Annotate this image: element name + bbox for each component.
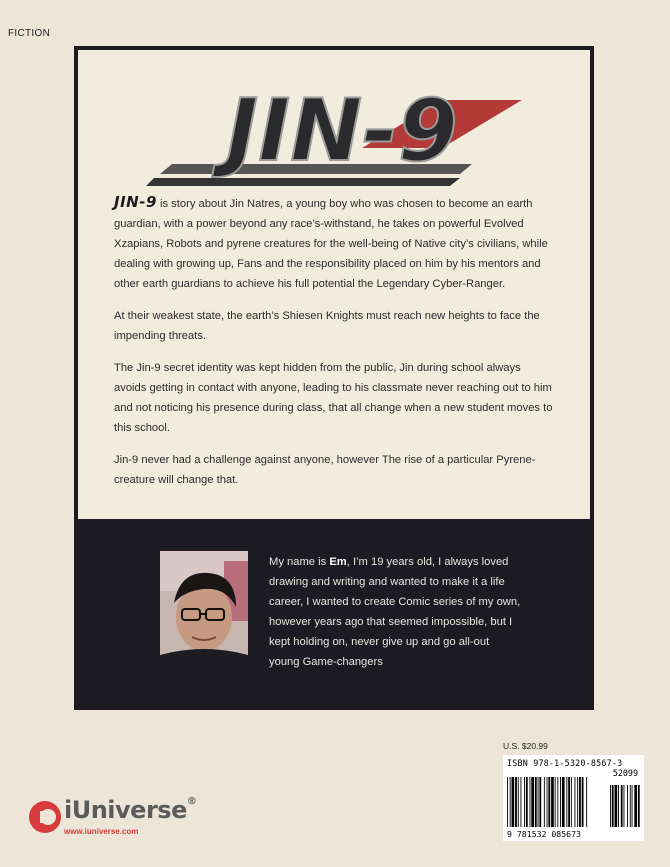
barcode-addon-bar xyxy=(621,785,623,827)
publisher-swirl-icon xyxy=(28,796,68,838)
barcode-bar xyxy=(531,777,534,827)
barcode-addon-bar xyxy=(610,785,611,827)
barcode-bar xyxy=(539,777,541,827)
author-bio xyxy=(269,552,521,672)
barcode-addon-bar xyxy=(634,785,637,827)
blurb-area xyxy=(78,50,590,519)
barcode-bar xyxy=(557,777,558,827)
barcode-bar xyxy=(571,777,572,827)
registered-mark: ® xyxy=(186,796,197,807)
barcode-bar xyxy=(535,777,537,827)
publisher-logo xyxy=(28,796,198,846)
publisher-name xyxy=(64,796,196,824)
barcode-bar xyxy=(510,777,511,827)
back-cover-panel xyxy=(74,46,594,710)
barcode-bar xyxy=(544,777,545,827)
barcode-bar xyxy=(560,777,561,827)
barcode-bar xyxy=(586,777,587,827)
barcode-addon-bar xyxy=(632,785,633,827)
bio-text: , I’m 19 years old, I always loved drawing and writing and wanted to make it a life career, I wanted to create Comic series of my own, however years ago that seemed impossible, but I kept holding on, never give up and go all-out young Game-changers xyxy=(269,556,521,668)
barcode-number: 9 781532 085673 xyxy=(507,829,581,839)
barcode-addon-bar xyxy=(627,785,628,827)
title-logo xyxy=(142,78,532,198)
barcode-bar xyxy=(566,777,567,827)
barcode-bar xyxy=(577,777,578,827)
barcode-bar xyxy=(530,777,531,827)
barcode-bar xyxy=(582,777,584,827)
barcode-addon-bar xyxy=(638,785,640,827)
inline-title: JIN-9 xyxy=(114,193,157,211)
genre-label: FICTION xyxy=(8,28,51,39)
barcode-addon-bar xyxy=(630,785,631,827)
price-label: U.S. $20.99 xyxy=(503,741,548,751)
publisher-name-text: iUniverse xyxy=(64,796,187,824)
bio-prefix: My name is xyxy=(269,556,330,568)
barcode-addon-bar xyxy=(618,785,619,827)
barcode-bar xyxy=(555,777,556,827)
barcode-bar xyxy=(579,777,581,827)
barcode-bar xyxy=(518,777,519,827)
author-photo xyxy=(160,551,248,673)
price-code: 52099 xyxy=(612,768,638,778)
barcode-bar xyxy=(521,777,522,827)
title-logo-text: JIN-9 xyxy=(226,81,458,181)
blurb-p1-text: is story about Jin Natres, a young boy who was chosen to become an earth guardian, with a power beyond any race’s-withstand, he takes on powerful Evolved Xzapians, Robots and pyrene creatures for the well-being of Native city’s civilians, while dealing with growing up, Fans and the responsibility placed on him by his mentors and other earth guardians to achieve his full potential the Legendary Cyber-Ranger. xyxy=(114,198,548,290)
barcode-bar xyxy=(538,777,539,827)
barcode-addon-bar xyxy=(624,785,625,827)
barcode-bar xyxy=(568,777,570,827)
barcode-block xyxy=(503,755,644,841)
barcode-bar xyxy=(562,777,565,827)
blurb-paragraph-1 xyxy=(114,192,554,294)
barcode-addon-bar xyxy=(615,785,618,827)
barcode-bar xyxy=(507,777,508,827)
blurb-paragraph-3: The Jin-9 secret identity was kept hidden from the public, Jin during school always avoids getting in contact with anyone, leading to his classmate never reaching out to him and not noticing his presence during class, that all change when a new student moves to this school. xyxy=(114,362,553,434)
isbn-text: ISBN 978-1-5320-8567-3 xyxy=(507,758,623,768)
barcode-bar xyxy=(512,777,515,827)
barcode-bar xyxy=(524,777,525,827)
barcode-bar xyxy=(548,777,550,827)
barcode-bar xyxy=(515,777,517,827)
blurb-text xyxy=(114,192,554,502)
blurb-paragraph-2: At their weakest state, the earth’s Shiesen Knights must reach new heights to face the impending threats. xyxy=(114,310,540,342)
publisher-url: www.iuniverse.com xyxy=(64,827,139,836)
barcode-bar xyxy=(526,777,528,827)
barcode-addon-bar xyxy=(612,785,614,827)
author-name: Em xyxy=(329,556,347,568)
barcode-bar xyxy=(547,777,548,827)
barcode-bar xyxy=(575,777,576,827)
blurb-paragraph-4: Jin-9 never had a challenge against anyone, however The rise of a particular Pyrene-creature will change that. xyxy=(114,454,536,486)
barcode-bars xyxy=(506,777,641,829)
barcode-bar xyxy=(551,777,554,827)
